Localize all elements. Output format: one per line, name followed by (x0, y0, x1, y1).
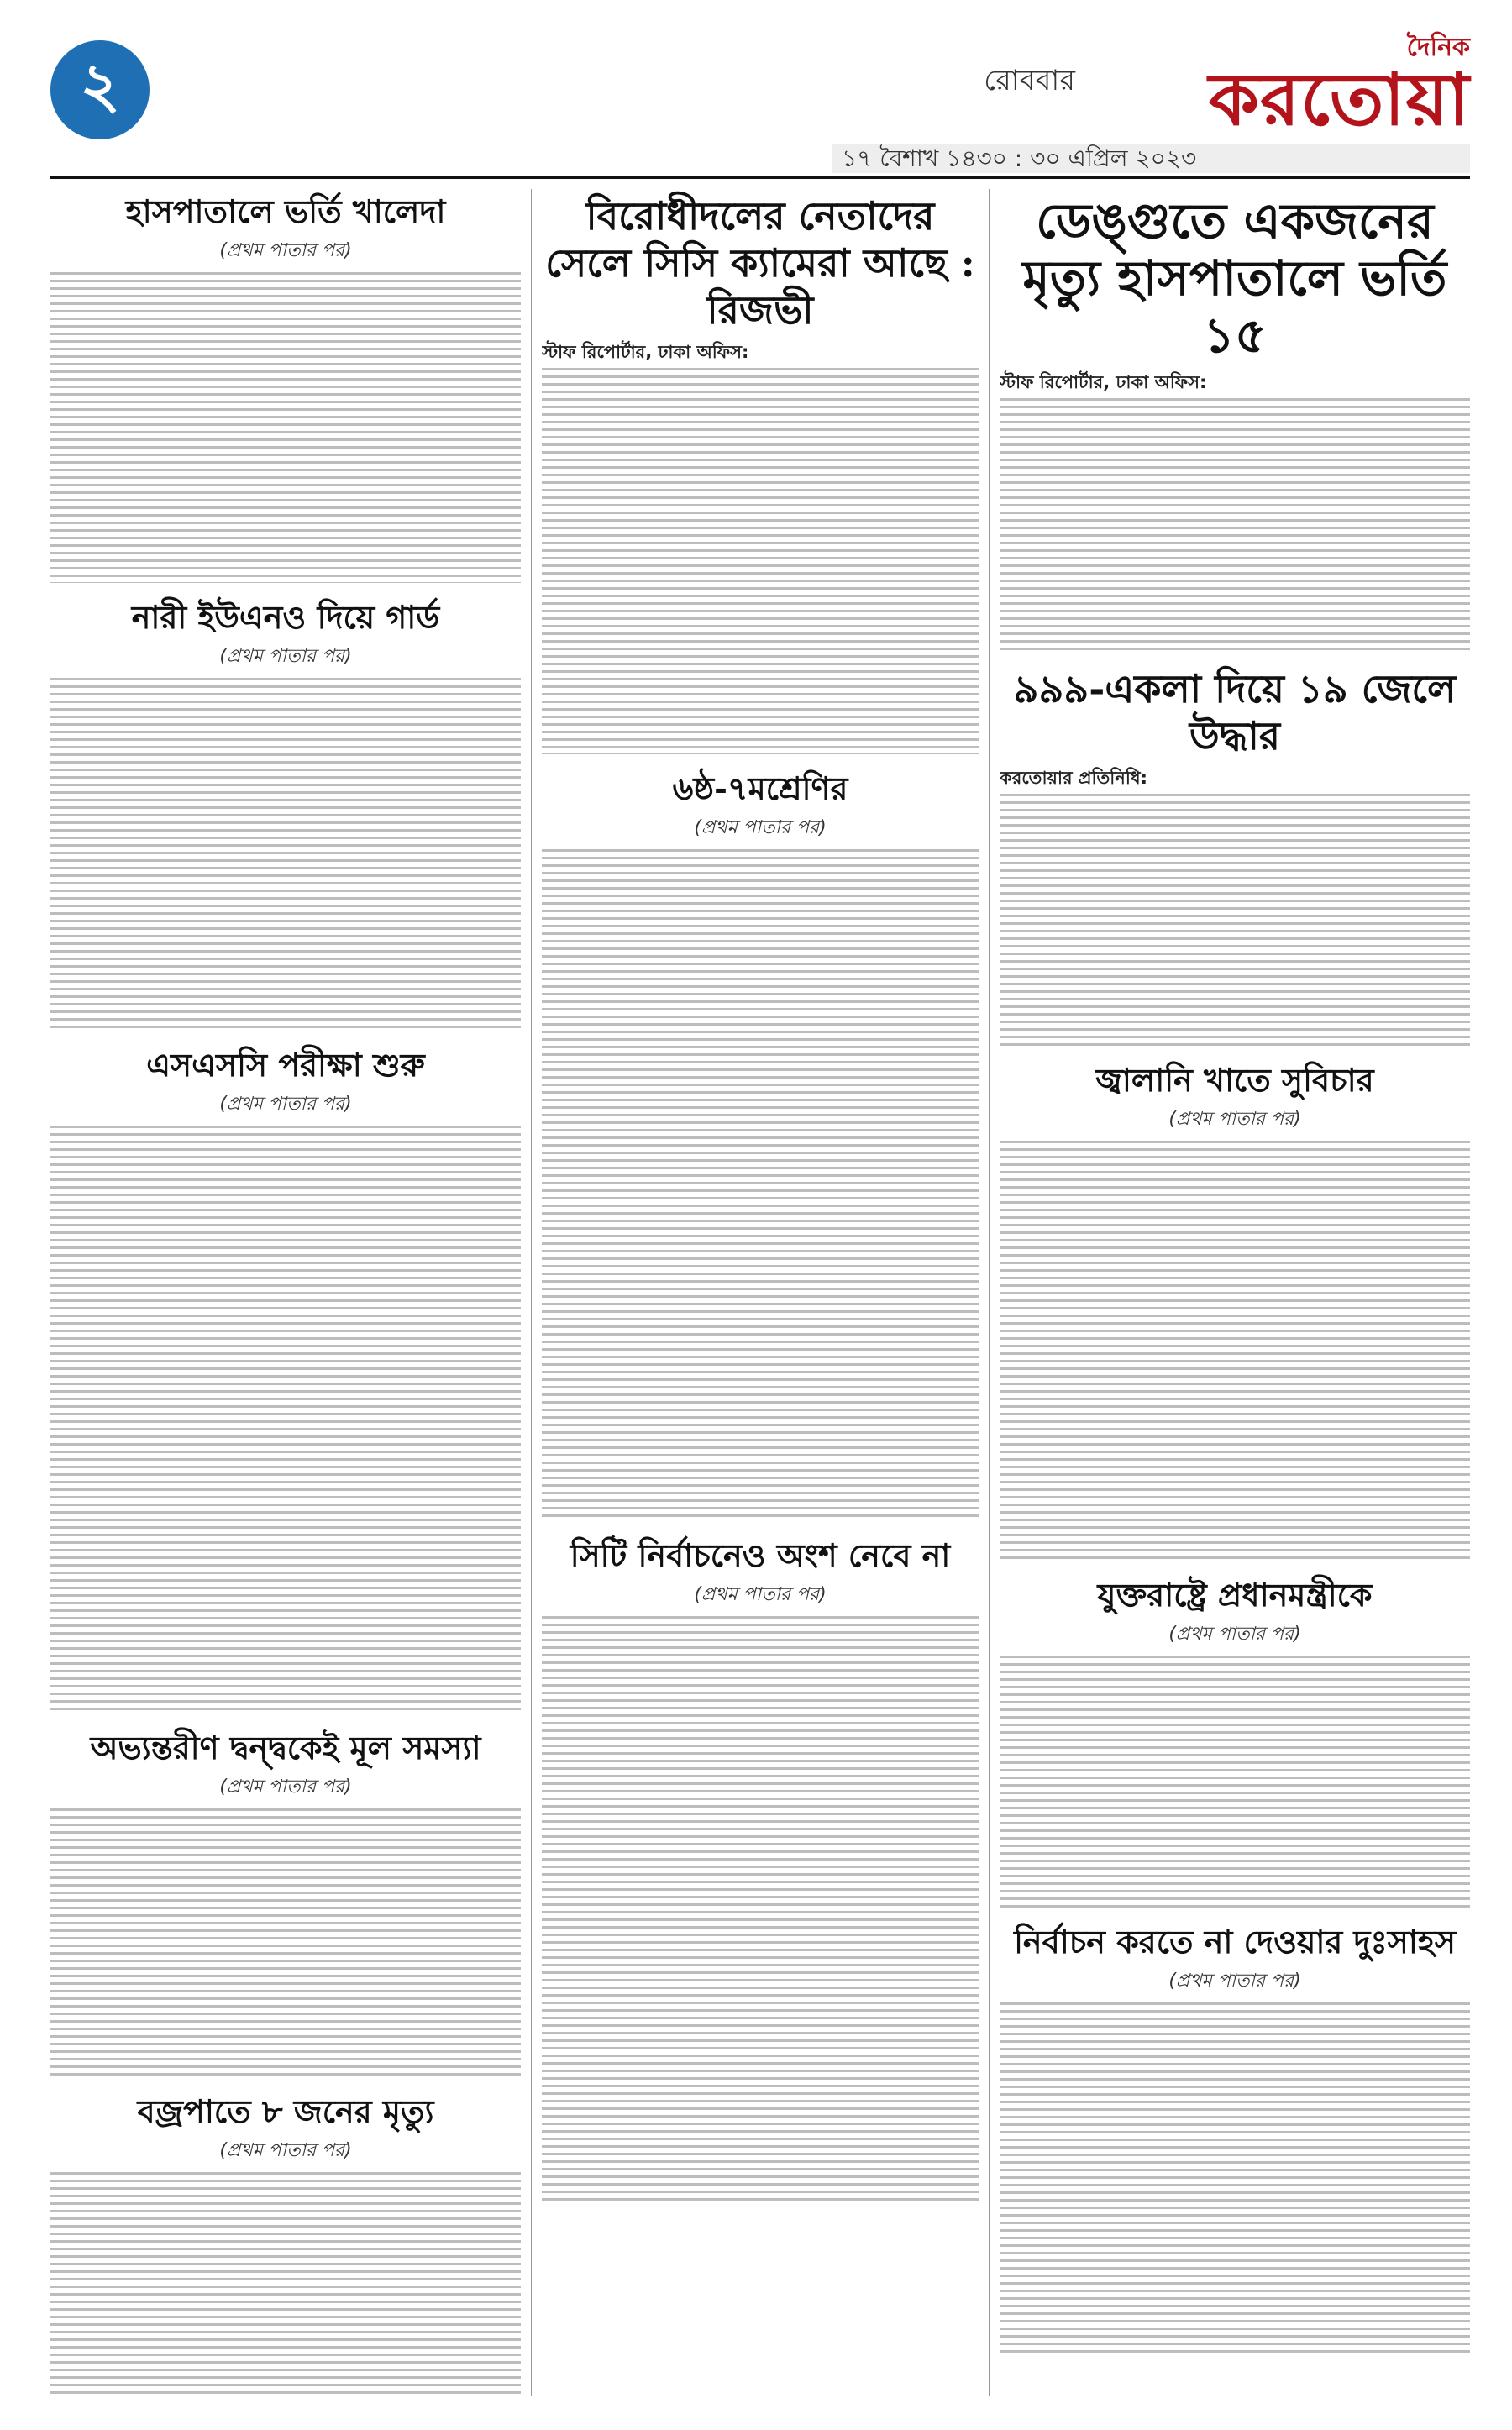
column-rule (531, 189, 532, 2396)
story-energy (1000, 1061, 1470, 1561)
headline: অভ্যন্তরীণ দ্বন্দ্বকেই মূল সমস্যা (90, 1729, 481, 1766)
story-lightning (50, 2092, 521, 2396)
page-number-badge: ২ (50, 40, 150, 139)
byline-text: স্টাফ রিপোর্টার, ঢাকা অফিস: (542, 342, 749, 362)
story-daring (1000, 1923, 1470, 2355)
continued-label: (প্রথম পাতার পর) (219, 1777, 352, 1798)
story-uno (50, 598, 521, 1031)
body-text (1000, 398, 1470, 650)
body-text (50, 678, 521, 1031)
headline: নির্বাচন করতে না দেওয়ার দুঃসাহস (1014, 1923, 1456, 1960)
headline: বজ্রপাতে ৮ জনের মৃত্যু (137, 2092, 434, 2130)
body-text (50, 1126, 521, 1714)
body-text (50, 2172, 521, 2396)
column-middle (542, 189, 979, 2396)
paper-logo-name: করতোয়া (1208, 57, 1470, 142)
body-text (1000, 794, 1470, 1046)
column-left (50, 189, 521, 2396)
headline: হাসপাতালে ভর্তি খালেদা (125, 192, 446, 230)
byline (1000, 764, 1470, 794)
body-text (50, 272, 521, 583)
continued-label: (প্রথম পাতার পর) (219, 2140, 352, 2161)
story-hospital (50, 192, 521, 583)
story-internal (50, 1729, 521, 2077)
story-city (542, 1536, 979, 2204)
paper-logo (1117, 33, 1470, 142)
column-right (1000, 189, 1470, 2396)
story-dengue (1000, 192, 1470, 650)
headline: বিরোধীদলের নেতাদের সেলে সিসি ক্যামেরা আছে : রিজভী (545, 193, 975, 333)
dateline: ১৭ বৈশাখ ১৪৩০ : ৩০ এপ্রিল ২০২৩ (832, 144, 1470, 173)
story-ssc (50, 1046, 521, 1714)
continued-label: (প্রথম পাতার পর) (694, 817, 827, 838)
continued-label: (প্রথম পাতার পর) (1168, 1971, 1301, 1992)
body-text (542, 849, 979, 1521)
continued-label: (প্রথম পাতার পর) (1168, 1624, 1301, 1645)
byline (1000, 369, 1470, 398)
continued-label: (প্রথম পাতার পর) (694, 1584, 827, 1605)
column-rule (989, 189, 990, 2396)
continued-label: (প্রথম পাতার পর) (1168, 1109, 1301, 1130)
body-text (542, 368, 979, 754)
masthead (50, 34, 1470, 179)
story-pm (1000, 1576, 1470, 1908)
story-class67 (542, 769, 979, 1521)
headline: নারী ইউএনও দিয়ে গার্ড (131, 598, 440, 636)
body-text (1000, 2002, 1470, 2355)
continued-label: (প্রথম পাতার পর) (219, 1094, 352, 1115)
continued-label: (প্রথম পাতার পর) (219, 646, 352, 667)
story-rescue (1000, 665, 1470, 1046)
headline: এসএসসি পরীক্ষা শুরু (146, 1046, 425, 1084)
body-text (50, 1808, 521, 2077)
headline: জ্বালানি খাতে সুবিচার (1095, 1061, 1374, 1099)
byline (542, 339, 979, 368)
continued-label: (প্রথম পাতার পর) (219, 240, 352, 261)
body-text (1000, 1656, 1470, 1908)
body-text (1000, 1141, 1470, 1561)
byline-text: করতোয়ার প্রতিনিধি: (1000, 768, 1148, 788)
body-text (542, 1616, 979, 2204)
headline: ৯৯৯-একলা দিয়ে ১৯ জেলে উদ্ধার (1013, 666, 1457, 758)
byline-text: স্টাফ রিপোর্টার, ঢাকা অফিস: (1000, 372, 1207, 392)
headline: ৬ষ্ঠ-৭মশ্রেণির (672, 769, 848, 807)
newspaper-page (50, 34, 1470, 2396)
headline: ডেঙ্গুতে একজনের মৃত্যু হাসপাতালে ভর্তি ১৫ (1022, 192, 1447, 364)
weekday: রোববার (984, 64, 1075, 97)
story-surveillance (542, 192, 979, 754)
headline: যুক্তরাষ্ট্রে প্রধানমন্ত্রীকে (1097, 1576, 1373, 1614)
paper-logo-small: দৈনিক (1406, 33, 1470, 62)
headline: সিটি নির্বাচনেও অংশ নেবে না (570, 1536, 951, 1574)
